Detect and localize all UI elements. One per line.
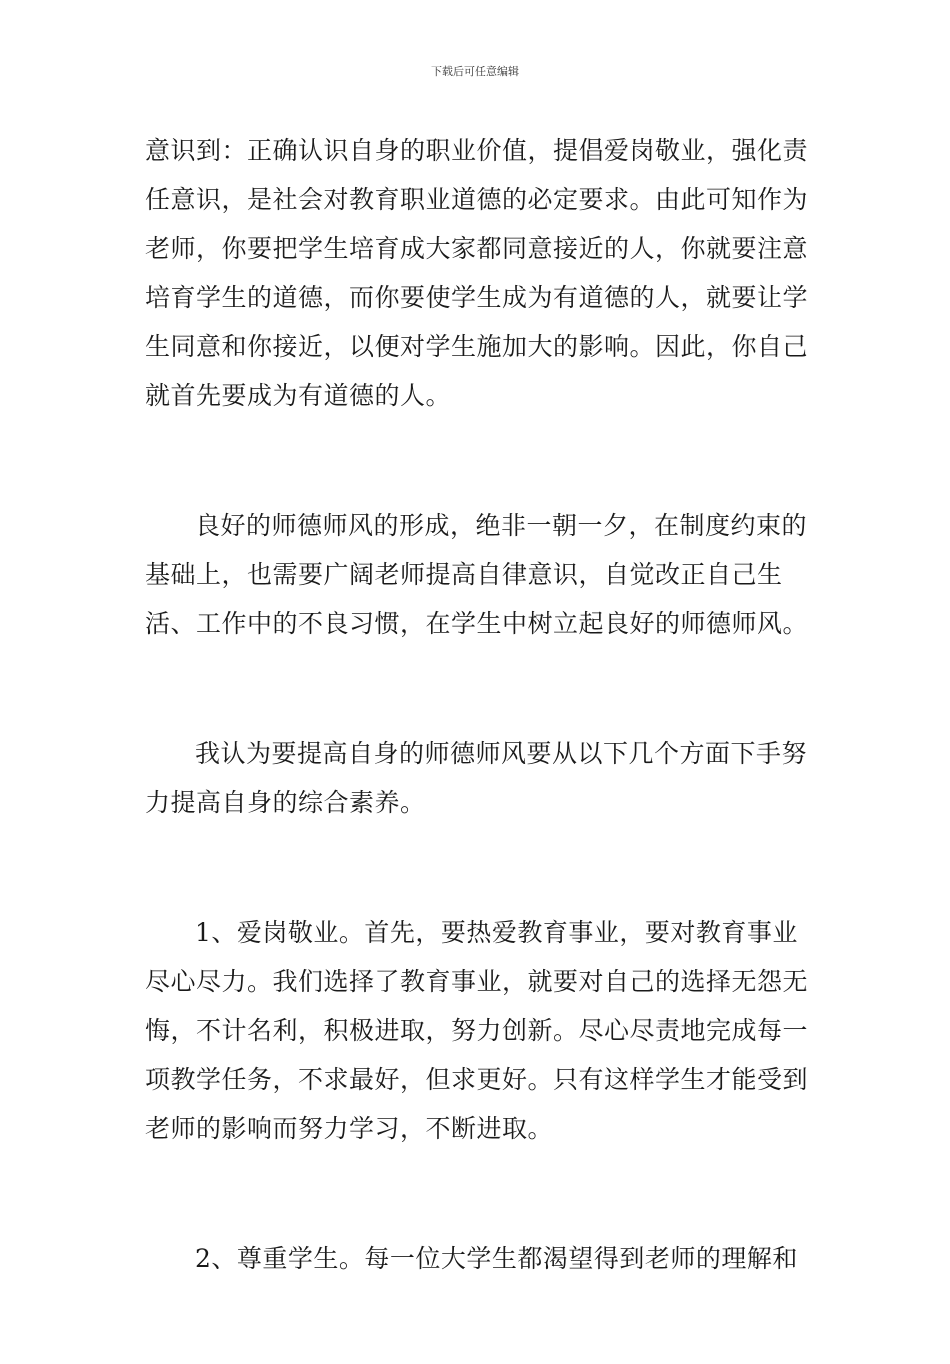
document-body [145, 126, 834, 1364]
paragraph-5: 2、尊重学生。每一位大学生都渴望得到老师的理解和 [195, 1244, 798, 1273]
page-header: 下载后可任意编辑 [431, 65, 519, 78]
paragraph-3: 我认为要提高自身的师德师风要从以下几个方面下手努力提高自身的综合素养。 [145, 739, 808, 817]
paragraph-4: 1、爱岗敬业。首先，要热爱教育事业，要对教育事业尽心尽力。我们选择了教育事业，就要对自己的选择无怨无悔，不计名利，积极进取，努力创新。尽心尽责地完成每一项教学任务，不求最好，但求更好。只有这样学生才能受到 老师的影响而努力学习，不断进取。 [145, 918, 834, 1143]
paragraph-1: 意识到：正确认识自身的职业价值，提倡爱岗敬业，强化责任意识，是社会对教育职业道德的必定要求。由此可知作为老师，你要把学生培育成大家都同意接近的人，你就要注意培育学生的道德，而你要使学生成为有道德的人，就要让学生同意和你接近，以便对学生施加大的影响。因此，你自己就首先要成为有道德的人。 [145, 136, 809, 410]
paragraph-2: 良好的师德师风的形成，绝非一朝一夕，在制度约束的基础上，也需要广阔老师提高自律意识，自觉改正自己生活、工作中的不良习惯，在学生中树立起良好的师德师风。 [145, 511, 809, 638]
